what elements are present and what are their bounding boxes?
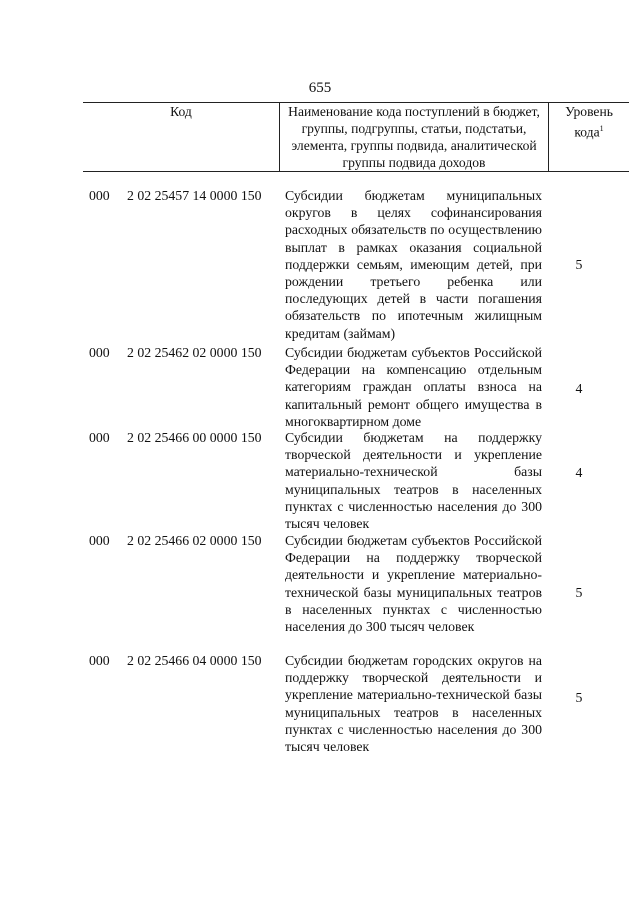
row-prefix: 000 — [89, 345, 110, 360]
row-name: Субсидии бюджетам муниципальных округов в целях софинансирования расходных обязательств по осуществлению выплат в рамках оказания социальной поддержки семьям, имеющим детей, при рождении третьего ребенка или последующих детей в части погашения обязательств по ипотечным жилищным кредитам (займам) — [285, 188, 542, 341]
row-level: 5 — [575, 690, 583, 705]
table-row — [0, 532, 640, 652]
row-prefix: 000 — [89, 430, 110, 445]
row-level: 5 — [575, 585, 583, 600]
header-level-footnote: 1 — [599, 124, 604, 133]
row-prefix: 000 — [89, 188, 110, 203]
row-prefix: 000 — [89, 653, 110, 668]
row-level: 4 — [575, 381, 583, 396]
table-row — [0, 429, 640, 532]
page-number: 655 — [308, 80, 332, 96]
table-row — [0, 652, 640, 755]
row-level: 4 — [575, 465, 583, 480]
table-header — [83, 102, 629, 172]
row-code: 2 02 25457 14 0000 150 — [127, 188, 262, 203]
header-level — [549, 103, 630, 172]
row-name: Субсидии бюджетам городских округов на поддержку творческой деятельности и укрепление материально-технической базы муниципальных театров в населенных пунктах с численностью населения до 300 тысяч человек — [285, 653, 542, 755]
row-name: Субсидии бюджетам субъектов Российской Федерации на поддержку творческой деятельности и укрепление материально-технической базы муниципальных театров в населенных пунктах с численностью населения до 300 тысяч человек — [285, 533, 542, 635]
table-row — [0, 187, 640, 344]
header-name: Наименование кода поступлений в бюджет, группы, подгруппы, статьи, подстатьи, элемента, группы подвида, аналитической группы подвида доходов — [280, 103, 549, 172]
row-name: Субсидии бюджетам на поддержку творческой деятельности и укрепление материально-технической базы муниципальных театров в населенных пунктах с численностью населения до 300 тысяч человек — [285, 430, 542, 532]
row-code: 2 02 25466 02 0000 150 — [127, 533, 262, 548]
table-row — [0, 344, 640, 429]
table-body — [0, 187, 640, 755]
header-level-label: Уровень кода — [565, 104, 613, 140]
row-code: 2 02 25466 04 0000 150 — [127, 653, 262, 668]
row-prefix: 000 — [89, 533, 110, 548]
row-code: 2 02 25462 02 0000 150 — [127, 345, 262, 360]
row-name: Субсидии бюджетам субъектов Российской Федерации на компенсацию отдельным категориям граждан оплаты взноса на капитальный ремонт общего имущества в многоквартирном доме — [285, 345, 542, 429]
header-code: Код — [83, 103, 280, 172]
row-level: 5 — [575, 257, 583, 272]
row-code: 2 02 25466 00 0000 150 — [127, 430, 262, 445]
